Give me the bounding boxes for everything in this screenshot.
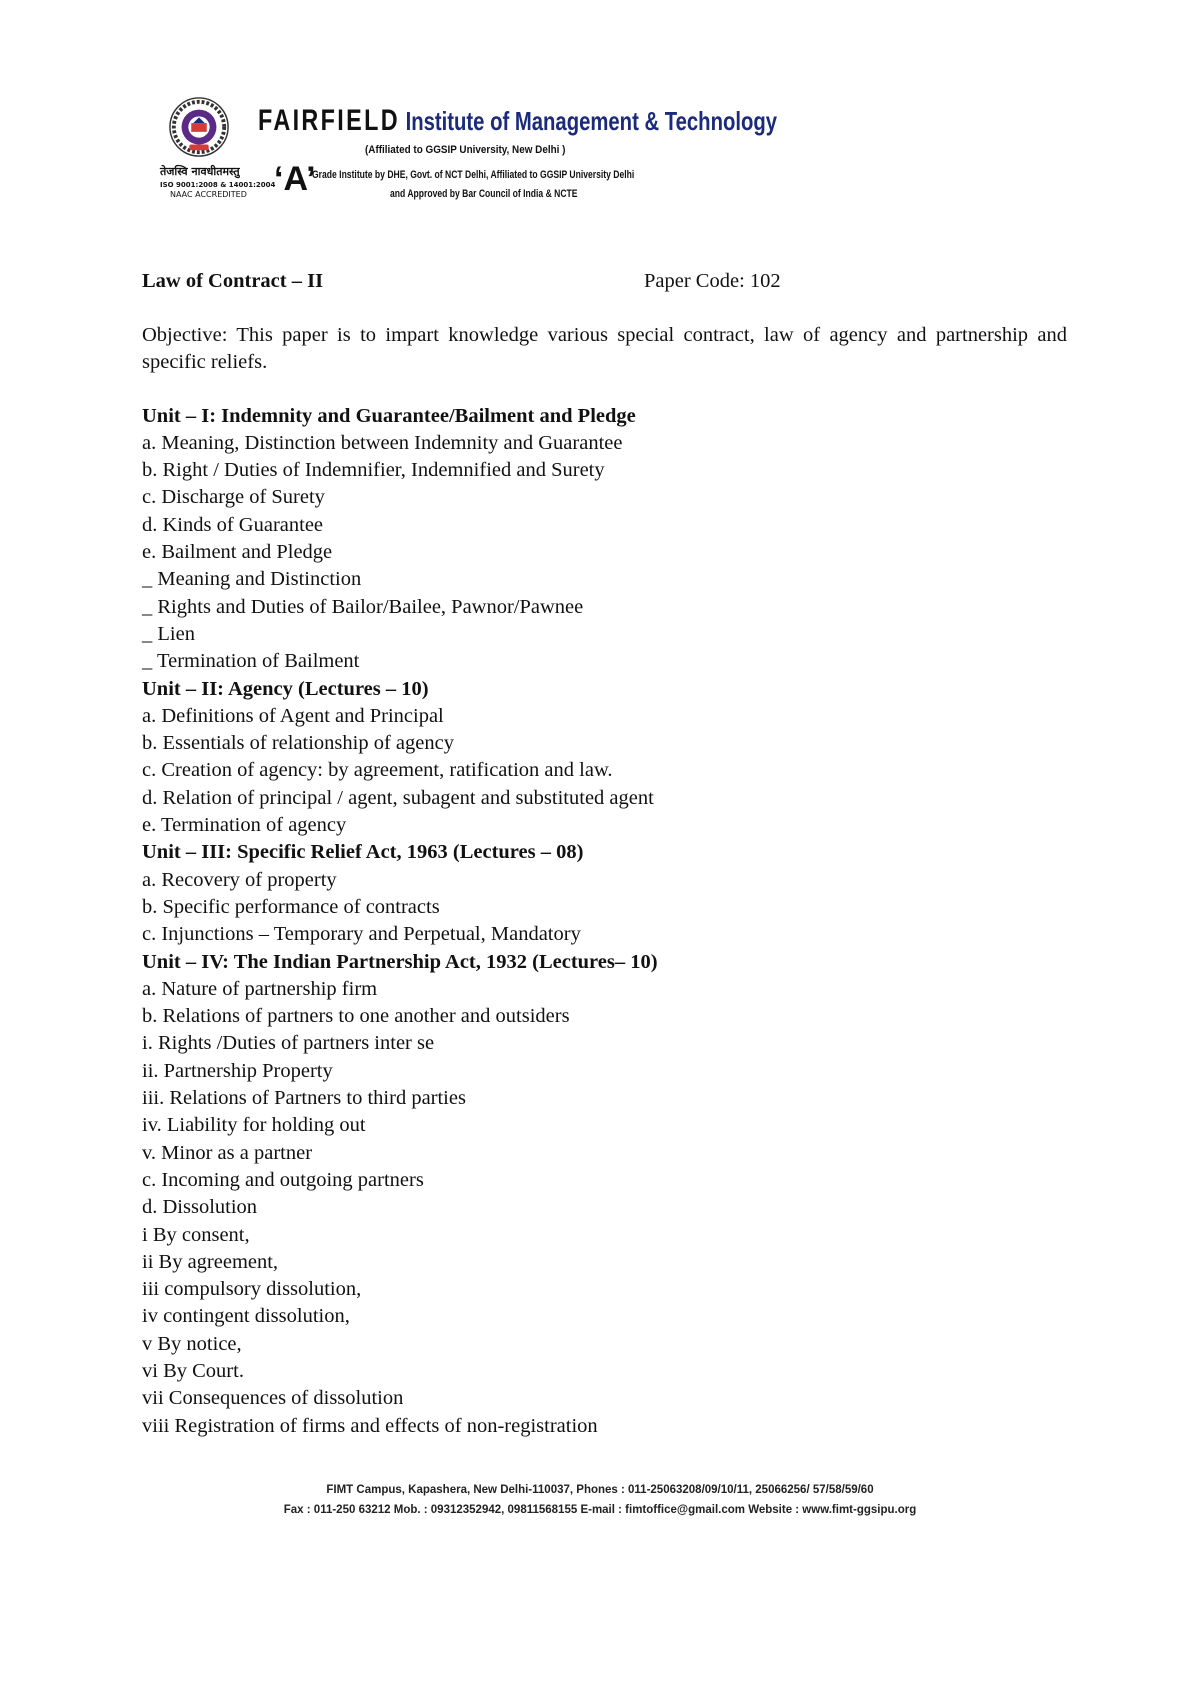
letterhead (160, 92, 778, 212)
topic-item: i By consent, (142, 1223, 250, 1246)
topic-item: ii By agreement, (142, 1250, 279, 1273)
topic-item: vi By Court. (142, 1359, 244, 1382)
iso-certification: ISO 9001:2008 & 14001:2004 (160, 181, 276, 189)
topic-item: iii. Relations of Partners to third parties (142, 1087, 466, 1110)
topic-item: a. Definitions of Agent and Principal (142, 704, 444, 727)
topic-item: i. Rights /Duties of partners inter se (142, 1032, 435, 1055)
topic-item: _ Lien (142, 622, 195, 645)
topic-item: e. Bailment and Pledge (142, 541, 333, 564)
topic-item: b. Right / Duties of Indemnifier, Indemnified and Surety (142, 459, 605, 482)
topic-item: a. Recovery of property (142, 868, 337, 891)
topic-item: iii compulsory dissolution, (142, 1278, 362, 1301)
topic-item: e. Termination of agency (142, 814, 347, 837)
institute-motto: तेजस्वि नावधीतमस्तु (160, 165, 240, 178)
institute-name-fairfield: FAIRFIELD (258, 104, 400, 137)
course-title: Law of Contract – II (142, 270, 324, 292)
topic-item: viii Registration of firms and effects of non-registration (142, 1414, 598, 1437)
unit-heading: Unit – IV: The Indian Partnership Act, 1932 (Lectures– 10) (142, 950, 658, 973)
topic-item: v. Minor as a partner (142, 1141, 313, 1164)
topic-item: d. Kinds of Guarantee (142, 513, 324, 536)
topic-item: iv contingent dissolution, (142, 1305, 350, 1328)
grade-line-2: and Approved by Bar Council of India & NCTE (390, 188, 578, 200)
syllabus-content (142, 268, 1067, 1440)
topic-item: vii Consequences of dissolution (142, 1387, 404, 1410)
topic-item: _ Rights and Duties of Bailor/Bailee, Pawnor/Pawnee (142, 595, 584, 618)
topic-item: b. Essentials of relationship of agency (142, 732, 454, 755)
topic-item: _ Termination of Bailment (142, 650, 360, 673)
topic-item: d. Relation of principal / agent, subagent and substituted agent (142, 786, 654, 809)
objective-paragraph: Objective: This paper is to impart knowledge various special contract, law of agency and partnership and specific reliefs. (142, 324, 1067, 374)
unit-heading: Unit – III: Specific Relief Act, 1963 (Lectures – 08) (142, 841, 584, 864)
unit-heading: Unit – I: Indemnity and Guarantee/Bailment and Pledge (142, 404, 636, 427)
paper-code: Paper Code: 102 (644, 270, 781, 292)
footer-address: FIMT Campus, Kapashera, New Delhi-110037, Phones : 011-25063208/09/10/11, 25066256/ 57/58/59/60 (326, 1484, 874, 1496)
topic-item: iv. Liability for holding out (142, 1114, 366, 1137)
grade-line-1: Grade Institute by DHE, Govt. of NCT Delhi, Affiliated to GGSIP University Delhi (312, 169, 635, 181)
topic-item: v By notice, (142, 1332, 242, 1355)
institute-name (258, 104, 777, 138)
topic-item: c. Incoming and outgoing partners (142, 1168, 424, 1191)
topic-item: c. Discharge of Surety (142, 486, 325, 509)
institute-name-rest: Institute of Management & Technology (399, 106, 778, 136)
institute-seal-icon (168, 96, 230, 158)
grade-letter: ‘A’ (274, 160, 316, 198)
topic-item: b. Relations of partners to one another and outsiders (142, 1005, 570, 1028)
title-row (142, 268, 1067, 295)
unit-list (142, 403, 1067, 1440)
topic-item: ii. Partnership Property (142, 1059, 333, 1082)
footer-contact: Fax : 011-250 63212 Mob. : 09312352942, 09811568155 E-mail : fimtoffice@gmail.com Website : www.fimt-ggsipu.org (283, 1504, 917, 1516)
topic-item: c. Injunctions – Temporary and Perpetual, Mandatory (142, 923, 581, 946)
topic-item: d. Dissolution (142, 1196, 258, 1219)
naac-accreditation: NAAC ACCREDITED (170, 190, 247, 199)
topic-item: a. Meaning, Distinction between Indemnity and Guarantee (142, 431, 623, 454)
topic-item: b. Specific performance of contracts (142, 895, 440, 918)
affiliation-line: (Affiliated to GGSIP University, New Delhi ) (365, 144, 566, 156)
topic-item: c. Creation of agency: by agreement, ratification and law. (142, 759, 613, 782)
topic-item: a. Nature of partnership firm (142, 977, 378, 1000)
topic-item: _ Meaning and Distinction (142, 568, 362, 591)
unit-heading: Unit – II: Agency (Lectures – 10) (142, 677, 429, 700)
